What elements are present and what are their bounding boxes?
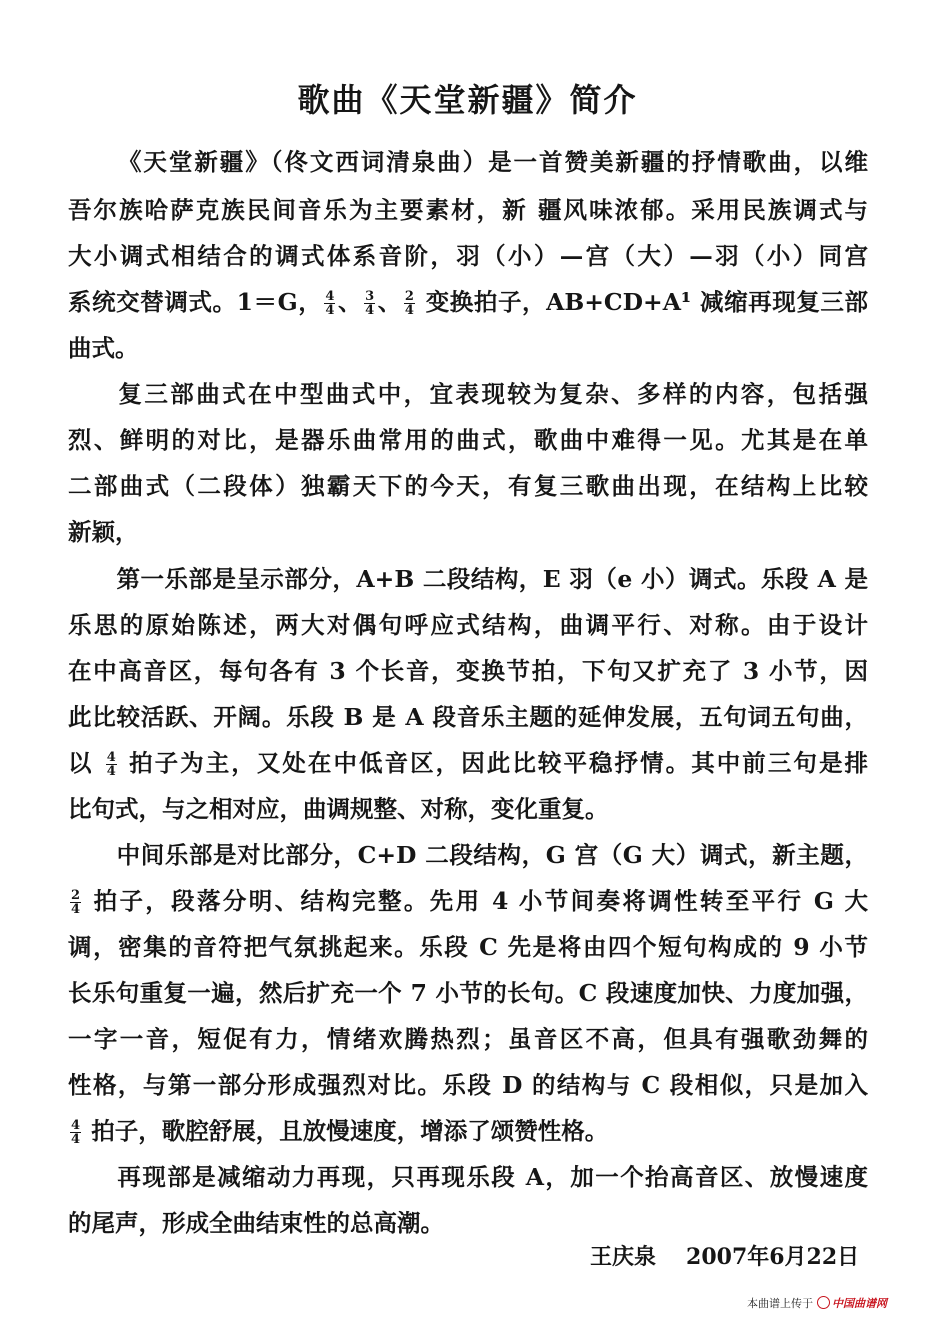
text: 《天堂新疆》（佟文西词清泉曲）是一首赞美新疆的抒情歌曲，以维 [116, 148, 868, 176]
p2-line-4: 新颖， [68, 518, 139, 546]
footer-text: 本曲谱上传于 [747, 1297, 813, 1310]
p4-line-5: 一字一音，短促有力，情绪欢腾热烈；虽音区不高，但具有强歌劲舞的 [68, 1025, 868, 1053]
p3-line-5 [68, 746, 868, 780]
p4-line-3: 调，密集的音符把气氛挑起来。乐段 C 先是将由四个短句构成的 9 小节 [68, 933, 868, 961]
frac-den: 4 [106, 764, 116, 779]
frac-den: 4 [325, 303, 335, 318]
p3-line-4: 此比较活跃、开阔。乐段 B 是 A 段音乐主题的延伸发展，五句词五句曲， [68, 703, 868, 731]
frac-num: 3 [365, 289, 375, 304]
time-signature-4-4 [70, 1119, 81, 1146]
p4-line-1 [68, 838, 868, 872]
frac-num: 4 [106, 750, 116, 765]
author-name: 王庆泉 [590, 1244, 657, 1270]
text: 拍子为主，又处在中低音区，因此比较平稳抒情。其中前三句是排 [118, 749, 869, 777]
text: 变换拍子，AB+CD+A¹ 减缩再现复三部 [416, 288, 869, 316]
p1-line-4 [68, 285, 868, 319]
time-signature-3-4 [364, 290, 375, 317]
p5-line-2: 的尾声，形成全曲结束性的总高潮。 [68, 1209, 444, 1237]
p3-line-2: 乐思的原始陈述，两大对偶句呼应式结构，曲调平行、对称。由于设计 [68, 611, 868, 639]
p1-line-1 [68, 145, 868, 179]
time-signature-4-4 [106, 751, 117, 778]
frac-den: 4 [404, 303, 414, 318]
p2-line-1 [68, 377, 868, 411]
p1-line-2: 吾尔族哈萨克族民间音乐为主要素材，新 疆风味浓郁。采用民族调式与 [68, 196, 868, 224]
text: 以 [68, 749, 104, 777]
separator: 、 [337, 288, 363, 316]
p3-line-1 [68, 562, 868, 596]
site-logo-icon [817, 1296, 830, 1309]
p2-line-2: 烈、鲜明的对比，是器乐曲常用的曲式，歌曲中难得一见。尤其是在单 [68, 426, 868, 454]
p3-line-6: 比句式，与之相对应，曲调规整、对称，变化重复。 [68, 795, 609, 823]
frac-den: 4 [365, 303, 375, 318]
frac-den: 4 [71, 902, 81, 917]
p2-line-3: 二部曲式（二段体）独霸天下的今天，有复三歌曲出现，在结构上比较 [68, 472, 868, 500]
p4-line-7 [68, 1114, 868, 1148]
frac-num: 2 [71, 888, 81, 903]
time-signature-4-4 [324, 290, 335, 317]
p5-line-1 [68, 1160, 868, 1194]
text: 中间乐部是对比部分，C+D 二段结构，G 宫（G 大）调式，新主题， [116, 841, 868, 869]
frac-num: 4 [325, 289, 335, 304]
text: 再现部是减缩动力再现，只再现乐段 A，加一个抬高音区、放慢速度 [116, 1163, 868, 1191]
text: 系统交替调式。1＝G， [68, 288, 323, 316]
time-signature-2-4 [70, 889, 81, 916]
signature [590, 1242, 859, 1272]
frac-den: 4 [71, 1132, 81, 1147]
frac-num: 2 [404, 289, 414, 304]
p3-line-3: 在中高音区，每句各有 3 个长音，变换节拍，下句又扩充了 3 小节，因 [68, 657, 868, 685]
p4-line-6: 性格，与第一部分形成强烈对比。乐段 D 的结构与 C 段相似，只是加入 [68, 1071, 868, 1099]
text: 拍子，歌腔舒展，且放慢速度，增添了颂赞性格。 [83, 1117, 609, 1145]
signature-date: 2007年6月22日 [686, 1244, 860, 1270]
page-title: 歌曲《天堂新疆》简介 [297, 81, 638, 119]
frac-num: 4 [71, 1118, 81, 1133]
p4-line-4: 长乐句重复一遍，然后扩充一个 7 小节的长句。C 段速度加快、力度加强， [68, 979, 868, 1007]
text: 复三部曲式在中型曲式中，宜表现较为复杂、多样的内容，包括强 [116, 380, 868, 408]
p1-line-5: 曲式。 [68, 334, 139, 362]
site-name: 中国曲谱网 [832, 1297, 887, 1310]
text: 拍子，段落分明、结构完整。先用 4 小节间奏将调性转至平行 G 大 [83, 887, 868, 915]
separator: 、 [377, 288, 402, 316]
p4-line-2 [68, 884, 868, 918]
time-signature-2-4 [404, 290, 415, 317]
footer-watermark [747, 1296, 887, 1312]
p1-line-3: 大小调式相结合的调式体系音阶，羽（小）—宫（大）—羽（小）同宫 [68, 242, 868, 270]
text: 第一乐部是呈示部分，A+B 二段结构，E 羽（e 小）调式。乐段 A 是 [116, 565, 868, 593]
